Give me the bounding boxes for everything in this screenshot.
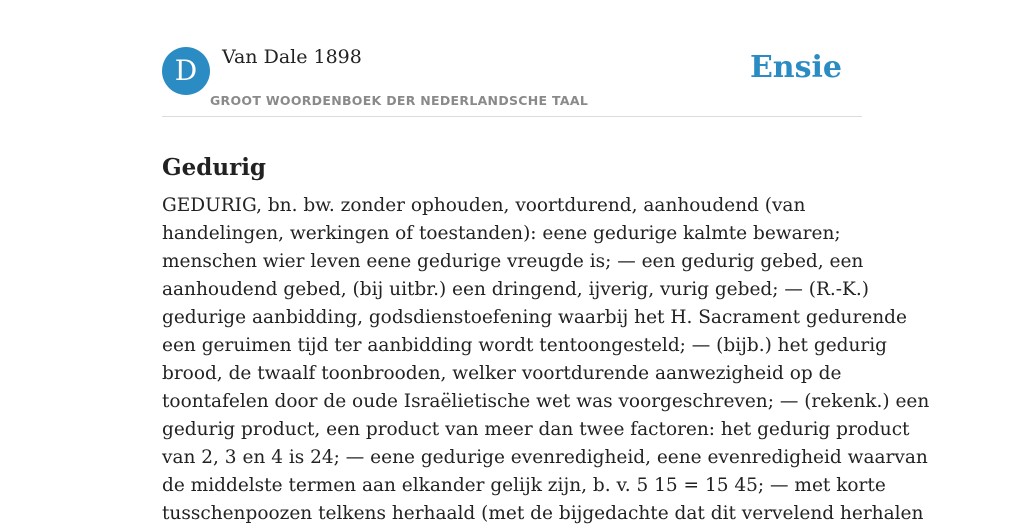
definition-line: een geruimen tijd ter aanbidding wordt tentoongesteld; — (bijb.) het gedurig	[162, 335, 888, 356]
definition-line: van 2, 3 en 4 is 24; — eene gedurige evenredigheid, eene evenredigheid waarvan	[162, 447, 928, 468]
dictionary-logo[interactable]: D	[162, 47, 210, 95]
definition-line: menschen wier leven eene gedurige vreugde is; — een gedurig gebed, een	[162, 251, 864, 272]
definition-line: aanhoudend gebed, (bij uitbr.) een dringend, ijverig, vurig gebed; — (R.-K.)	[162, 279, 869, 300]
entry-headword: Gedurig	[162, 154, 267, 182]
dictionary-header	[162, 44, 862, 117]
dictionary-title[interactable]: Van Dale 1898	[222, 46, 362, 68]
definition-line: gedurige aanbidding, godsdienstoefening waarbij het H. Sacrament gedurende	[162, 307, 907, 328]
definition-line: de middelste termen aan elkander gelijk zijn, b. v. 5 15 = 15 45; — met korte	[162, 475, 886, 496]
definition-line: toontafelen door de oude Israëlietische wet was voorgeschreven; — (rekenk.) een	[162, 391, 930, 412]
entry-definition	[162, 192, 930, 528]
definition-line: gedurig product, een product van meer dan twee factoren: het gedurig product	[162, 419, 910, 440]
definition-line: handelingen, werkingen of toestanden): eene gedurige kalmte bewaren;	[162, 223, 841, 244]
definition-line: brood, de twaalf toonbrooden, welker voortdurende aanwezigheid op de	[162, 363, 842, 384]
definition-line: GEDURIG, bn. bw. zonder ophouden, voortdurend, aanhoudend (van	[162, 195, 806, 216]
brand-logo[interactable]: Ensie	[749, 50, 842, 85]
definition-line: tusschenpoozen telkens herhaald (met de bijgedachte dat dit vervelend herhalen	[162, 503, 924, 524]
dictionary-subtitle: GROOT WOORDENBOEK DER NEDERLANDSCHE TAAL	[210, 93, 589, 108]
